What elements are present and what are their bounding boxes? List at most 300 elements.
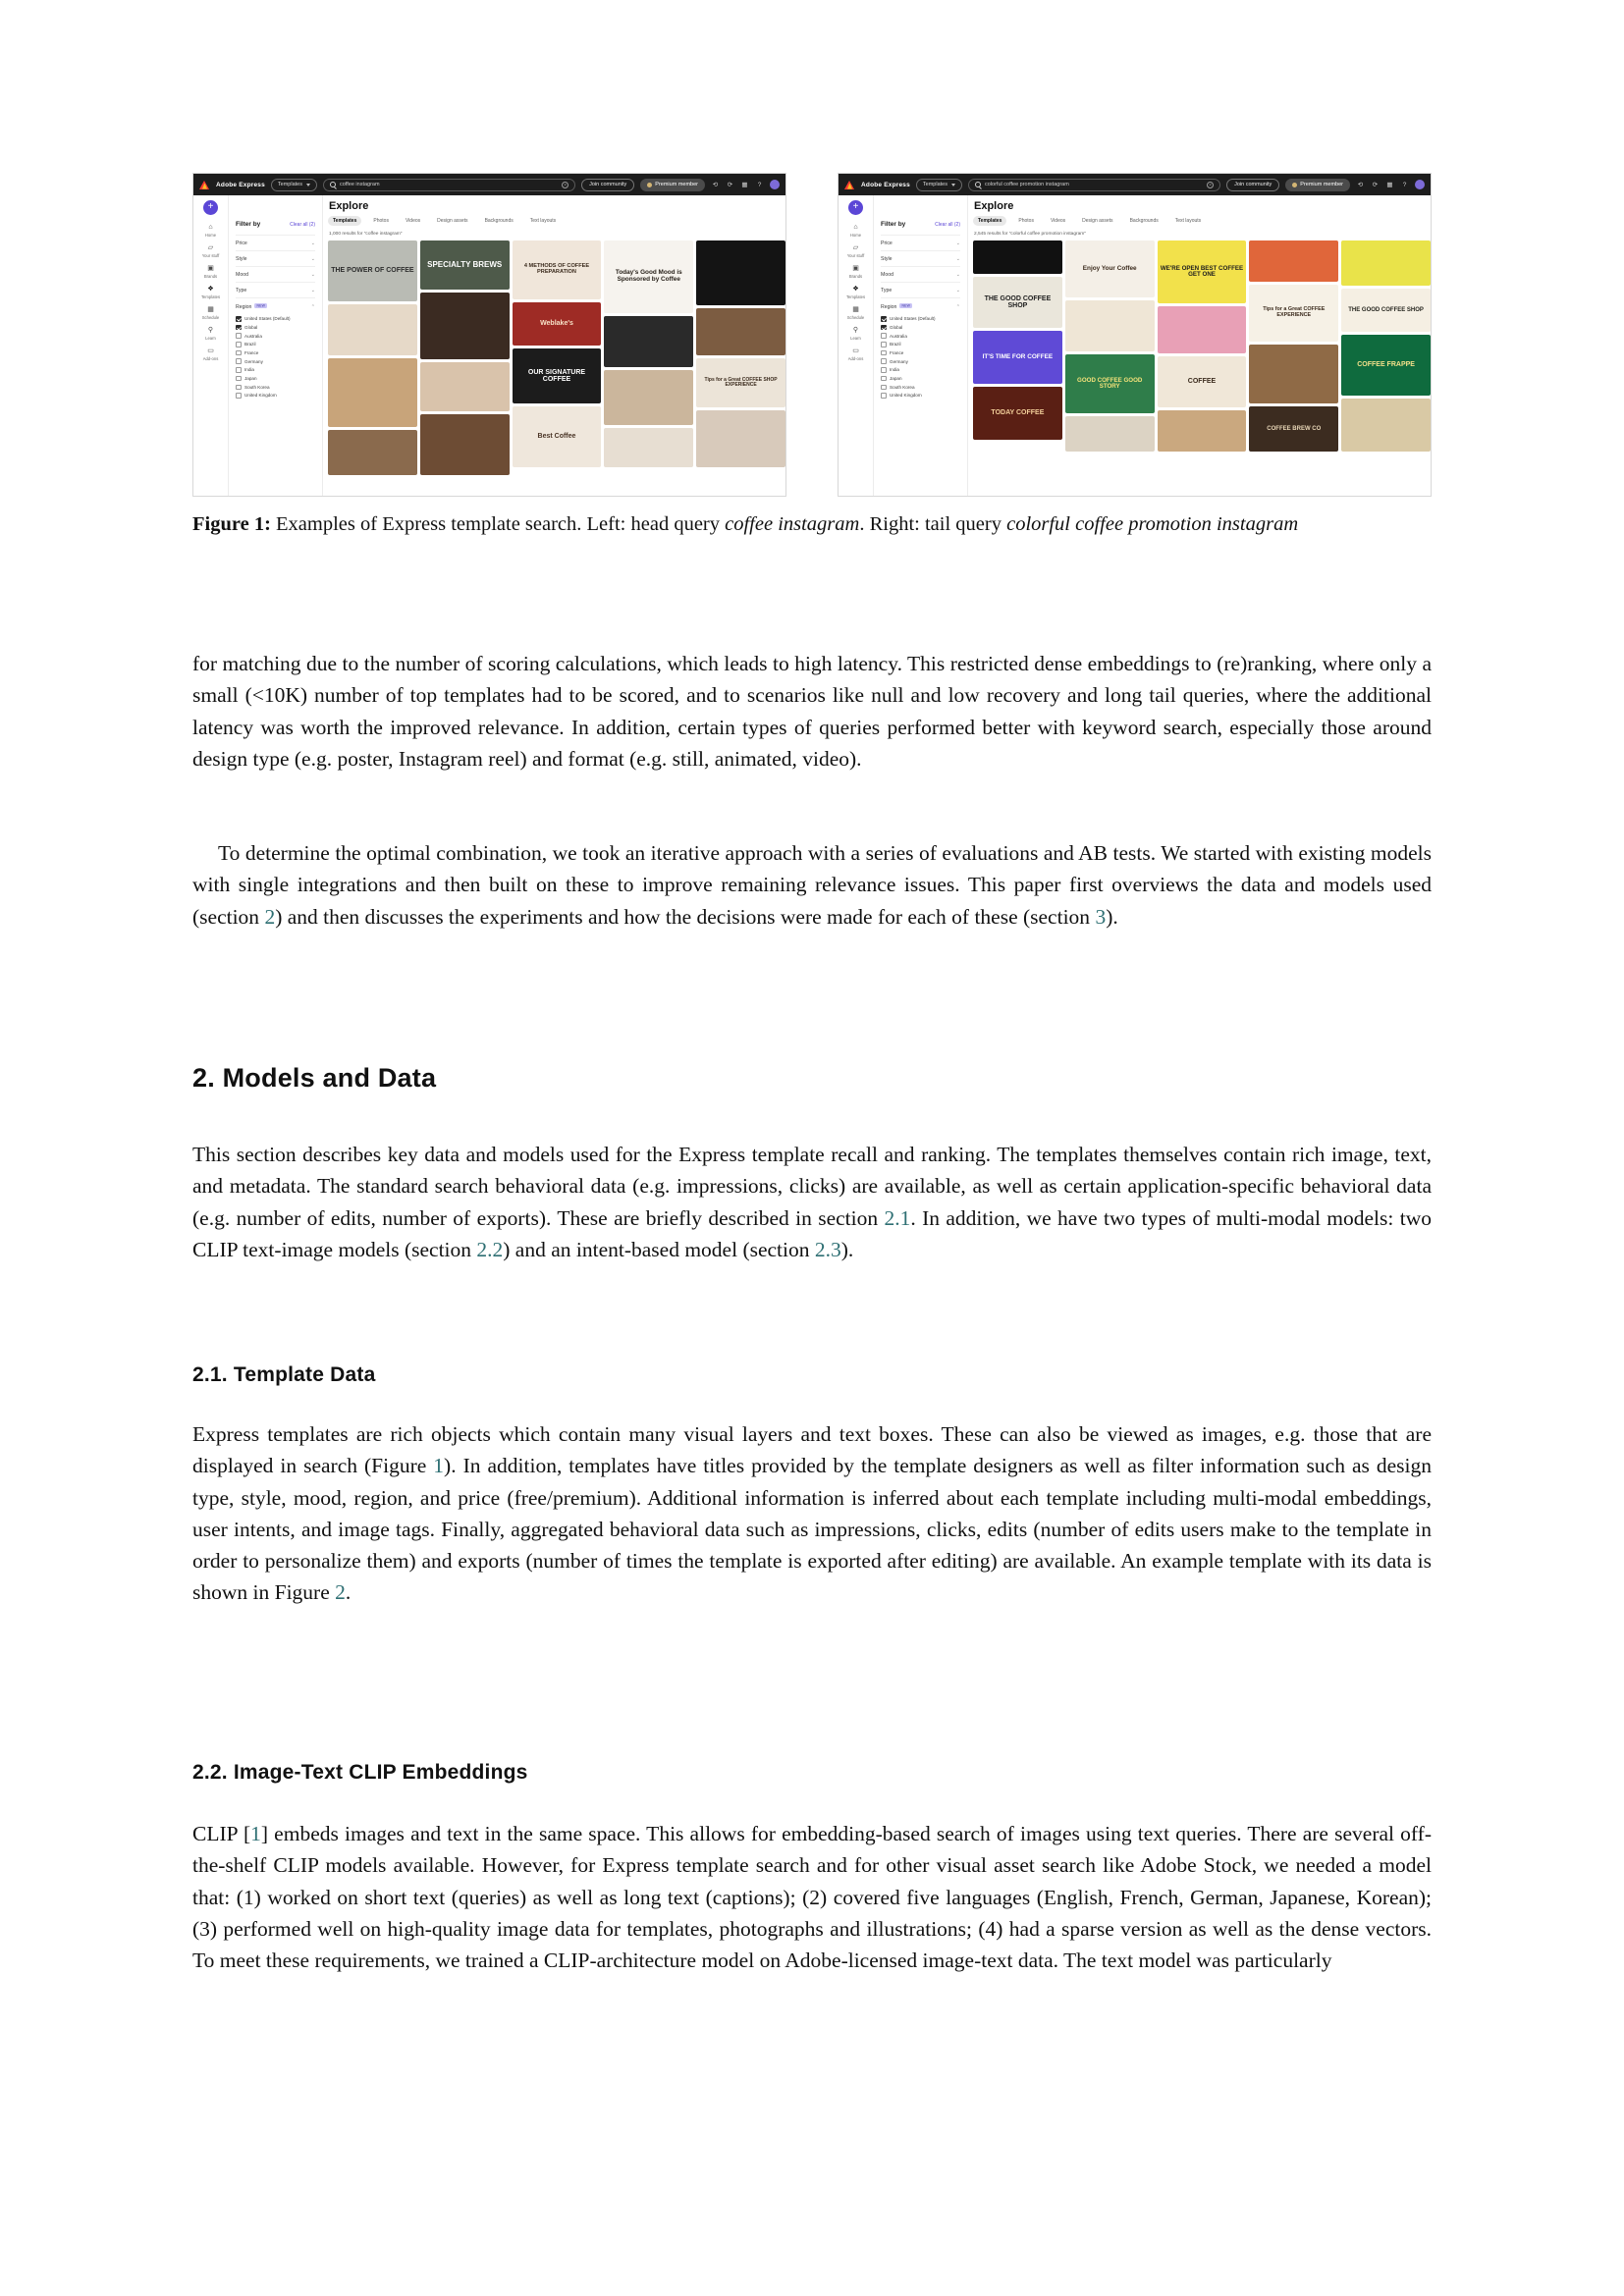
filter-group-price[interactable] [881,235,960,250]
template-card[interactable] [1249,406,1338,452]
figure-caption-query-head: coffee instagram [725,513,860,535]
chevron-down-icon: ⌄ [310,240,315,246]
sidebar-item-label: Templates [200,294,221,299]
grid-icon[interactable]: ▦ [741,181,748,188]
template-column [1158,240,1247,452]
template-card[interactable] [513,348,602,403]
chevron-up-icon: ⌃ [310,303,315,310]
template-card[interactable] [1158,410,1247,452]
figure-caption [192,510,1432,539]
region-option-label: India [890,367,899,373]
region-option-label: Germany [244,358,263,364]
region-option-label: United Kingdom [244,393,277,399]
sidebar-item-learn[interactable] [839,326,873,341]
sidebar-item-label: Your stuff [201,253,220,258]
filter-group-region[interactable] [236,297,315,314]
results-panel [968,195,1431,497]
paragraph-2-text [192,837,1432,933]
region-option-label: France [244,350,259,355]
sidebar-item-add-ons[interactable] [839,347,873,361]
template-card[interactable] [328,240,417,301]
region-option[interactable] [881,333,960,339]
app-topbar [839,174,1431,195]
sidebar-item-label: Templates [845,294,866,299]
template-card[interactable] [604,316,693,367]
left-nav-rail [839,195,874,497]
p2-text-b: ) and then discusses the experiments and how the decisions were made for each of these (section [275,904,1096,929]
region-option-label: United States (Default) [890,316,936,322]
chevron-down-icon: ⌄ [955,288,960,294]
adobe-express-logo-icon [844,180,855,190]
paragraph-3 [192,1139,1432,1265]
chevron-down-icon [306,184,310,187]
figure-caption-label: Figure 1: [192,513,271,535]
region-option[interactable] [236,376,315,382]
search-icon [975,182,981,187]
template-card[interactable] [420,293,510,359]
tab-photos[interactable]: Photos [1018,218,1034,224]
create-new-button[interactable]: + [848,200,863,215]
join-community-button[interactable]: Join community [581,179,634,191]
help-icon[interactable]: ? [1402,181,1407,188]
template-card[interactable] [1065,300,1155,351]
premium-member-button[interactable] [1285,179,1350,191]
templates-icon: ❖ [207,286,214,293]
sidebar-item-label: Your stuff [846,253,865,258]
region-option[interactable] [236,316,315,322]
screenshot-left [192,173,786,497]
search-query-value: colorful coffee promotion instagram [985,182,1069,187]
sidebar-item-brands[interactable] [839,264,873,279]
filter-group-label: Style [236,256,247,262]
filter-group-label: Style [881,256,893,262]
redo-icon[interactable]: ⟳ [727,181,733,188]
template-card[interactable] [1065,416,1155,452]
template-card[interactable] [328,304,417,355]
app-name: Adobe Express [216,181,265,188]
clear-search-icon[interactable]: × [1207,182,1214,188]
template-card-title: COFFEE [1187,378,1217,386]
checkbox-icon[interactable] [236,385,242,391]
filter-group-type[interactable] [881,282,960,297]
region-option[interactable] [236,393,315,399]
chevron-up-icon: ⌃ [955,303,960,310]
template-grid [328,240,785,475]
template-card[interactable] [1341,399,1431,452]
result-count: 2,545 results for "colorful coffee promotion instagram" [974,232,1086,237]
sidebar-item-schedule[interactable] [839,305,873,320]
filter-group-label: Type [236,288,247,294]
template-card[interactable] [696,308,785,355]
help-icon[interactable]: ? [757,181,762,188]
section-link-2-1[interactable]: 2.1 [884,1205,911,1230]
filter-group-region[interactable] [881,297,960,314]
region-option[interactable] [881,350,960,356]
lightbulb-icon: ⚲ [207,327,214,334]
sidebar-item-templates[interactable] [839,285,873,299]
template-card[interactable] [973,277,1062,328]
template-card[interactable] [513,302,602,346]
checkbox-icon[interactable] [881,376,887,382]
checkbox-icon[interactable] [881,385,887,391]
region-option-label: Germany [890,358,908,364]
template-card-title: OUR SIGNATURE COFFEE [527,368,586,383]
filter-group-price[interactable] [236,235,315,250]
tab-text-layouts[interactable]: Text layouts [529,218,557,224]
checkbox-icon[interactable] [236,333,242,339]
sidebar-item-add-ons[interactable] [193,347,228,361]
template-card[interactable] [1158,356,1247,407]
template-card[interactable] [328,358,417,427]
template-card-title: SPECIALTY BREWS [427,259,503,269]
scope-dropdown-label: Templates [277,182,302,187]
citation-link-1[interactable]: 1 [250,1822,261,1845]
template-card[interactable] [1065,240,1155,297]
avatar[interactable] [770,180,780,189]
templates-icon: ❖ [852,286,859,293]
create-new-button[interactable]: + [203,200,218,215]
filter-group-label: Mood [881,272,893,278]
folder-icon: ▱ [852,244,859,251]
template-column [1065,240,1155,452]
p2-text-c: ). [1106,904,1118,929]
filter-header [236,221,315,228]
tab-videos[interactable]: Videos [1050,218,1066,224]
template-card[interactable] [1249,240,1338,282]
p2-text-a: To determine the optimal combination, we took an iterative approach with a series of evaluations and AB tests. We started with existing models with single integrations and then built on these to improve remaining relevance issues. This paper first overviews the data and models used (section [192,841,1432,929]
checkbox-icon[interactable] [236,358,242,364]
undo-icon[interactable]: ⟲ [712,181,719,188]
template-card[interactable] [604,428,693,467]
region-option-label: Brazil [890,342,901,347]
template-card[interactable] [1341,335,1431,396]
tab-backgrounds[interactable]: Backgrounds [1129,218,1159,224]
template-column [604,240,693,475]
results-panel [323,195,785,497]
figure-caption-query-tail: colorful coffee promotion instagram [1006,513,1299,535]
app-topbar [193,174,785,195]
template-card[interactable] [513,240,602,299]
template-card-title: Weblake's [540,320,573,328]
template-card[interactable] [973,387,1062,440]
template-card[interactable] [1249,345,1338,403]
filter-group-mood[interactable] [236,266,315,282]
template-column [696,240,785,475]
sidebar-item-label: Brands [848,274,863,279]
template-column [513,240,602,475]
section-link-3[interactable]: 3 [1095,904,1107,929]
content-tabs [328,216,785,226]
template-card-title: Today's Good Mood is Sponsored by Coffee [615,269,682,283]
checkbox-icon[interactable] [236,316,242,322]
figure-link-2[interactable]: 2 [335,1580,346,1605]
region-option-label: South Korea [890,384,915,390]
checkbox-icon[interactable] [881,350,887,356]
figure-caption-text-2: . Right: tail query [859,513,1007,535]
sidebar-item-label: Home [849,233,862,238]
filter-group-style[interactable] [236,250,315,266]
brand-icon: ▣ [207,265,214,272]
template-card[interactable] [604,240,693,313]
clear-all-button[interactable]: Clear all (2) [290,222,315,228]
template-card[interactable] [328,430,417,475]
sidebar-item-home[interactable] [193,223,228,238]
p3-text-c: ) and an intent-based model (section [503,1237,815,1261]
section-link-2-2[interactable]: 2.2 [476,1237,504,1261]
template-card[interactable] [1158,306,1247,353]
p5-text-b: ] embeds images and text in the same space. This allows for embedding-based search of images using text queries. There are several off-the-shelf CLIP models available. However, for Express template search and for other visual asset search like Adobe Stock, we needed a model that: (1) worked on short text (queries) as well as long text (captions); (2) covered five languages (English, French, German, Japanese, Korean); (3) performed well on high-quality image data for templates, photographs and illustrations; (4) had a sparse version as well as the dense vectors. To meet these requirements, we trained a CLIP-architecture model on Adobe-licensed image-text data. The text model was particularly [192,1822,1432,1972]
calendar-icon: ▦ [207,306,214,313]
region-option[interactable] [881,385,960,391]
region-option-label: Japan [890,376,902,382]
region-option[interactable] [236,350,315,356]
template-card[interactable] [1158,240,1247,303]
template-card[interactable] [696,410,785,467]
sidebar-item-label: Add-ons [847,356,864,361]
template-column [1341,240,1431,452]
sidebar-item-your-stuff[interactable] [839,243,873,258]
search-icon [330,182,336,187]
filter-group-type[interactable] [236,282,315,297]
sidebar-item-label: Add-ons [202,356,219,361]
search-input[interactable] [323,179,575,191]
checkbox-icon[interactable] [881,393,887,399]
template-card-title: COFFEE FRAPPE [1357,361,1415,369]
region-option-label: India [244,367,254,373]
premium-member-button[interactable] [640,179,705,191]
scope-dropdown-label: Templates [922,182,947,187]
avatar[interactable] [1415,180,1425,189]
tab-photos[interactable]: Photos [373,218,389,224]
paragraph-5-text [192,1818,1432,1976]
template-column [973,240,1062,452]
region-option[interactable] [236,333,315,339]
template-card[interactable] [1341,289,1431,332]
chevron-down-icon: ⌄ [955,256,960,262]
filter-group-label: Mood [236,272,248,278]
search-input[interactable] [968,179,1220,191]
paragraph-1 [192,648,1432,774]
lightbulb-icon: ⚲ [852,327,859,334]
paragraph-4-text [192,1418,1432,1609]
region-option-label: France [890,350,904,355]
region-options [236,314,315,399]
region-option[interactable] [236,367,315,373]
region-option[interactable] [881,316,960,322]
filter-panel [874,195,968,497]
sidebar-item-label: Schedule [846,315,865,320]
template-card[interactable] [696,240,785,305]
scope-dropdown[interactable] [916,179,962,191]
checkbox-icon[interactable] [881,367,887,373]
sidebar-item-schedule[interactable] [193,305,228,320]
template-card[interactable] [1341,240,1431,286]
sidebar-item-brands[interactable] [193,264,228,279]
tab-text-layouts[interactable]: Text layouts [1174,218,1202,224]
template-card[interactable] [1065,354,1155,413]
template-card[interactable] [973,240,1062,274]
tab-design-assets[interactable]: Design assets [1082,218,1113,224]
template-card[interactable] [420,414,510,475]
premium-badge-icon [647,183,652,187]
clear-search-icon[interactable]: × [562,182,568,188]
filter-group-label: Price [881,240,893,246]
filter-group-style[interactable] [881,250,960,266]
filter-group-label: Region $^{NEW}$ [236,303,265,310]
calendar-icon: ▦ [852,306,859,313]
addons-icon: ▭ [207,347,214,354]
section-heading-2: 2. Models and Data [192,1063,437,1093]
checkbox-icon[interactable] [881,358,887,364]
p4-text-a: Express templates are rich objects which contain many visual layers and text boxes. These can also be viewed as images, e.g. those that are displayed in search (Figure [192,1422,1432,1478]
template-card-title: THE GOOD COFFEE SHOP [1348,306,1424,313]
filter-panel [229,195,323,497]
template-card-title: COFFEE BREW CO [1267,425,1322,432]
region-option[interactable] [881,342,960,347]
template-column [1249,240,1338,452]
filter-header [881,221,960,228]
sidebar-item-your-stuff[interactable] [193,243,228,258]
clear-all-button[interactable]: Clear all (2) [935,222,960,228]
region-options [881,314,960,399]
brand-icon: ▣ [852,265,859,272]
region-option[interactable] [881,393,960,399]
filter-group-mood[interactable] [881,266,960,282]
figure-1 [192,173,1432,497]
checkbox-icon[interactable] [236,350,242,356]
chevron-down-icon: ⌄ [955,272,960,278]
template-card[interactable] [420,240,510,290]
paragraph-5 [192,1818,1432,1976]
template-card-title: Enjoy Your Coffee [1082,264,1137,272]
template-card[interactable] [420,362,510,411]
template-card-title: THE GOOD COFFEE SHOP [984,294,1052,309]
template-card[interactable] [604,370,693,425]
template-card-title: Best Coffee [537,433,576,441]
app-body [193,195,785,497]
template-card[interactable] [1249,285,1338,342]
grid-icon[interactable]: ▦ [1386,181,1393,188]
filter-group-label: Type [881,288,893,294]
paragraph-1-text: for matching due to the number of scoring calculations, which leads to high latency. This restricted dense embeddings to (re)ranking, where only a small (<10K) number of top templates had to be scored, and to scenarios like null and low recovery and long tail queries, where the additional latency was worth the improved relevance. In addition, certain types of queries performed better with keyword search, especially those around design type (e.g. poster, Instagram reel) and format (e.g. still, animated, video). [192,652,1432,771]
redo-icon[interactable]: ⟳ [1372,181,1379,188]
section-heading-2-1: 2.1. Template Data [192,1363,376,1386]
sidebar-item-label: Home [204,233,217,238]
paragraph-3-text [192,1139,1432,1265]
tab-videos[interactable]: Videos [405,218,421,224]
left-nav-rail [193,195,229,497]
tab-backgrounds[interactable]: Backgrounds [484,218,514,224]
addons-icon: ▭ [852,347,859,354]
template-grid [973,240,1431,452]
tab-templates[interactable]: Templates [328,216,361,226]
premium-badge-icon [1292,183,1297,187]
search-query-value: coffee instagram [340,182,380,187]
template-card[interactable] [513,406,602,467]
region-option-label: South Korea [244,384,270,390]
section-heading-2-2: 2.2. Image-Text CLIP Embeddings [192,1761,528,1784]
template-card[interactable] [696,358,785,407]
adobe-express-logo-icon [199,180,210,190]
region-option[interactable] [236,385,315,391]
undo-icon[interactable]: ⟲ [1357,181,1364,188]
sidebar-item-label: Brands [203,274,218,279]
figure-link-1[interactable]: 1 [433,1454,445,1478]
screenshot-right [838,173,1432,497]
p3-text-b: . In addition, we have two types of multi-modal models: two CLIP text-image models (section [192,1205,1432,1261]
section-link-2[interactable]: 2 [264,904,276,929]
premium-member-label: Premium member [1300,182,1343,187]
region-option-label: United Kingdom [890,393,922,399]
page-title: Explore [329,200,369,212]
p4-text-c: . [345,1580,352,1605]
region-option[interactable] [881,358,960,364]
sidebar-item-label: Learn [205,336,216,341]
page-title: Explore [974,200,1014,212]
sidebar-item-label: Learn [850,336,861,341]
section-link-2-3[interactable]: 2.3 [814,1237,841,1261]
sidebar-item-learn[interactable] [193,326,228,341]
checkbox-icon[interactable] [236,367,242,373]
checkbox-icon[interactable] [236,342,242,347]
sidebar-item-home[interactable] [839,223,873,238]
region-option[interactable] [236,342,315,347]
region-option[interactable] [881,367,960,373]
checkbox-icon[interactable] [881,316,887,322]
sidebar-item-label: Schedule [201,315,220,320]
template-card-title: Tips for a Great COFFEE EXPERIENCE [1263,306,1326,318]
chevron-down-icon [951,184,955,187]
checkbox-icon[interactable] [236,376,242,382]
template-card-title: WE'RE OPEN BEST COFFEE GET ONE [1160,264,1244,278]
new-badge: NEW [256,303,265,307]
home-icon: ⌂ [853,224,858,231]
result-count: 1,000 results for "coffee instagram" [329,232,403,237]
filter-by-label: Filter by [881,221,906,228]
tab-design-assets[interactable]: Design assets [437,218,468,224]
paragraph-4 [192,1418,1432,1609]
premium-member-label: Premium member [655,182,698,187]
filter-group-label: Region $^{NEW}$ [881,303,910,310]
checkbox-icon[interactable] [881,325,887,331]
p5-text-a: CLIP [ [192,1822,251,1845]
region-option[interactable] [881,376,960,382]
region-option-label: Australia [890,333,907,339]
checkbox-icon[interactable] [236,393,242,399]
p3-text-d: ). [840,1237,854,1261]
folder-icon: ▱ [207,244,214,251]
tab-templates[interactable]: Templates [973,216,1006,226]
chevron-down-icon: ⌄ [955,240,960,246]
sidebar-item-templates[interactable] [193,285,228,299]
template-card[interactable] [973,331,1062,384]
figure-caption-text-1: Examples of Express template search. Left: head query [270,513,726,535]
template-card-title: IT'S TIME FOR COFFEE [982,352,1054,360]
home-icon: ⌂ [208,224,213,231]
region-option[interactable] [236,358,315,364]
region-option[interactable] [881,325,960,331]
scope-dropdown[interactable] [271,179,317,191]
region-option-label: Japan [244,376,257,382]
checkbox-icon[interactable] [881,342,887,347]
checkbox-icon[interactable] [236,325,242,331]
new-badge: NEW [901,303,910,307]
template-card-title: Tips for a Great COFFEE SHOP EXPERIENCE [704,376,778,388]
app-name: Adobe Express [861,181,910,188]
checkbox-icon[interactable] [881,333,887,339]
region-option[interactable] [236,325,315,331]
join-community-button[interactable]: Join community [1226,179,1279,191]
